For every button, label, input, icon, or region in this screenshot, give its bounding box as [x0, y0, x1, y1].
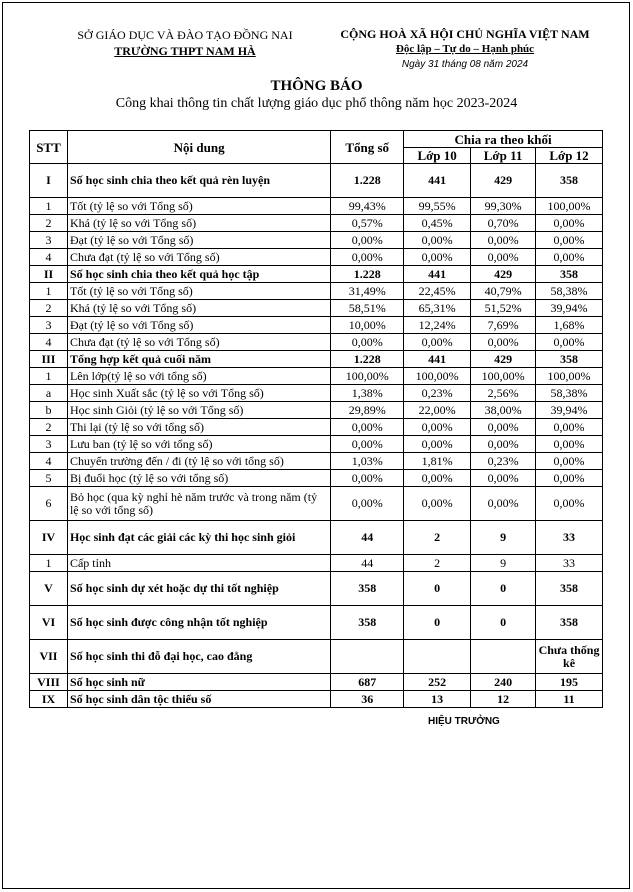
row-grade-11: 38,00%: [471, 402, 536, 419]
row-grade-12: 0,00%: [536, 249, 603, 266]
row-label: Khá (tỷ lệ so với Tổng số): [67, 215, 330, 232]
row-grade-11: 12: [471, 691, 536, 708]
row-number: 3: [30, 436, 68, 453]
row-total: 1.228: [331, 351, 404, 368]
header-group: Chia ra theo khối: [404, 131, 603, 148]
row-total: 687: [331, 674, 404, 691]
row-grade-12: 195: [536, 674, 603, 691]
table-row: [30, 487, 603, 521]
row-grade-12: 39,94%: [536, 402, 603, 419]
row-grade-11: 0,00%: [471, 249, 536, 266]
row-label: Học sinh Giỏi (tỷ lệ so với Tổng số): [67, 402, 330, 419]
row-grade-12: 358: [536, 606, 603, 640]
row-grade-10: 22,00%: [404, 402, 471, 419]
row-grade-12: 100,00%: [536, 198, 603, 215]
table-row: [30, 402, 603, 419]
row-grade-10: 0,00%: [404, 249, 471, 266]
row-grade-11: 9: [471, 555, 536, 572]
row-grade-11: 429: [471, 164, 536, 198]
row-grade-10: 0,00%: [404, 232, 471, 249]
row-label: Học sinh đạt các giải các kỳ thi học sinh giỏi: [67, 521, 330, 555]
header-grade-12: Lớp 12: [536, 148, 603, 164]
row-grade-12: 0,00%: [536, 215, 603, 232]
table-row: [30, 232, 603, 249]
row-grade-10: 0,00%: [404, 436, 471, 453]
row-total: 44: [331, 521, 404, 555]
row-total: 1,38%: [331, 385, 404, 402]
row-label: Lưu ban (tỷ lệ so với tổng số): [67, 436, 330, 453]
table-row: [30, 317, 603, 334]
row-label: Số học sinh chia theo kết quả rèn luyện: [67, 164, 330, 198]
national-header: [330, 27, 600, 72]
row-grade-10: 0,45%: [404, 215, 471, 232]
row-total: 0,00%: [331, 470, 404, 487]
row-grade-12: 0,00%: [536, 436, 603, 453]
row-grade-10: 0,23%: [404, 385, 471, 402]
row-number: 2: [30, 419, 68, 436]
row-grade-10: 12,24%: [404, 317, 471, 334]
row-total: 0,00%: [331, 249, 404, 266]
row-number: V: [30, 572, 68, 606]
row-label: Học sinh Xuất sắc (tỷ lệ so với Tổng số): [67, 385, 330, 402]
row-label: Số học sinh thi đỗ đại học, cao đẳng: [67, 640, 330, 674]
row-label: Số học sinh chia theo kết quả học tập: [67, 266, 330, 283]
row-grade-11: 0,00%: [471, 436, 536, 453]
row-grade-12: 100,00%: [536, 368, 603, 385]
row-total: 58,51%: [331, 300, 404, 317]
national-motto: Độc lập – Tự do – Hạnh phúc: [395, 43, 535, 55]
row-grade-12: 0,00%: [536, 487, 603, 521]
row-number: 3: [30, 317, 68, 334]
table-row: [30, 691, 603, 708]
row-number: 2: [30, 300, 68, 317]
row-label: Số học sinh dân tộc thiểu số: [67, 691, 330, 708]
table-row: [30, 572, 603, 606]
nation-name: CỘNG HOÀ XÃ HỘI CHỦ NGHĨA VIỆT NAM: [340, 27, 590, 41]
row-label: Cấp tỉnh: [67, 555, 330, 572]
row-number: III: [30, 351, 68, 368]
row-grade-12: 1,68%: [536, 317, 603, 334]
row-label: Chưa đạt (tỷ lệ so với Tổng số): [67, 334, 330, 351]
table-row: [30, 385, 603, 402]
row-total: 36: [331, 691, 404, 708]
school-name: TRƯỜNG THPT NAM HÀ: [114, 44, 256, 58]
agency-header: [60, 27, 310, 59]
row-number: 6: [30, 487, 68, 521]
row-grade-10: 0,00%: [404, 487, 471, 521]
row-grade-11: 0,00%: [471, 334, 536, 351]
row-number: 1: [30, 198, 68, 215]
row-number: a: [30, 385, 68, 402]
row-grade-11: 0,00%: [471, 487, 536, 521]
row-label: Đạt (tỷ lệ so với Tổng số): [67, 317, 330, 334]
department-name: SỞ GIÁO DỤC VÀ ĐÀO TẠO ĐỒNG NAI: [77, 28, 293, 42]
table-row: [30, 351, 603, 368]
row-total: 358: [331, 572, 404, 606]
table-row: [30, 368, 603, 385]
row-grade-10: 0: [404, 572, 471, 606]
row-grade-11: 100,00%: [471, 368, 536, 385]
row-grade-11: 0,00%: [471, 232, 536, 249]
table-row: [30, 419, 603, 436]
row-grade-11: 0,70%: [471, 215, 536, 232]
row-total: 1.228: [331, 266, 404, 283]
row-grade-12: 358: [536, 572, 603, 606]
row-grade-11: 0,23%: [471, 453, 536, 470]
row-total: 358: [331, 606, 404, 640]
table-row: [30, 266, 603, 283]
row-number: VIII: [30, 674, 68, 691]
row-total: 0,00%: [331, 487, 404, 521]
table-row: [30, 436, 603, 453]
row-grade-10: 2: [404, 521, 471, 555]
row-grade-11: 99,30%: [471, 198, 536, 215]
row-label: Bỏ học (qua kỳ nghỉ hè năm trước và trong năm (tỷ lệ so với tổng số): [67, 487, 330, 521]
row-number: 1: [30, 368, 68, 385]
row-number: VI: [30, 606, 68, 640]
header-grade-10: Lớp 10: [404, 148, 471, 164]
row-grade-11: 9: [471, 521, 536, 555]
row-grade-11: 51,52%: [471, 300, 536, 317]
row-total: 0,57%: [331, 215, 404, 232]
row-grade-10: 2: [404, 555, 471, 572]
row-grade-11: 0,00%: [471, 470, 536, 487]
row-grade-12: 11: [536, 691, 603, 708]
row-label: Khá (tỷ lệ so với Tổng số): [67, 300, 330, 317]
row-number: 4: [30, 453, 68, 470]
row-label: Số học sinh dự xét hoặc dự thi tốt nghiệp: [67, 572, 330, 606]
row-grade-11: 2,56%: [471, 385, 536, 402]
row-grade-10: 1,81%: [404, 453, 471, 470]
row-grade-12: 0,00%: [536, 334, 603, 351]
row-grade-10: 13: [404, 691, 471, 708]
row-grade-10: 22,45%: [404, 283, 471, 300]
row-number: 4: [30, 334, 68, 351]
document-title: THÔNG BÁO: [270, 78, 363, 94]
row-grade-11: 0,00%: [471, 419, 536, 436]
row-grade-10: 0,00%: [404, 470, 471, 487]
header-total: Tổng số: [331, 131, 404, 164]
table-row: [30, 640, 603, 674]
table-row: [30, 555, 603, 572]
row-grade-12: 39,94%: [536, 300, 603, 317]
row-label: Chưa đạt (tỷ lệ so với Tổng số): [67, 249, 330, 266]
quality-table: [29, 130, 603, 708]
row-grade-11: [471, 640, 536, 674]
table-row: [30, 164, 603, 198]
row-grade-10: 252: [404, 674, 471, 691]
row-grade-10: 441: [404, 266, 471, 283]
row-label: Chuyển trường đến / đi (tỷ lệ so với tổng số): [67, 453, 330, 470]
row-grade-12: 33: [536, 555, 603, 572]
row-grade-11: 0: [471, 606, 536, 640]
row-label: Tốt (tỷ lệ so với Tổng số): [67, 283, 330, 300]
table-row: [30, 606, 603, 640]
row-grade-12: 0,00%: [536, 232, 603, 249]
row-total: 0,00%: [331, 232, 404, 249]
row-total: 0,00%: [331, 334, 404, 351]
row-label: Số học sinh được công nhận tốt nghiệp: [67, 606, 330, 640]
row-grade-10: 100,00%: [404, 368, 471, 385]
table-row: [30, 521, 603, 555]
row-grade-10: 441: [404, 164, 471, 198]
row-grade-11: 240: [471, 674, 536, 691]
row-grade-12: 358: [536, 164, 603, 198]
row-grade-12: Chưa thống kê: [536, 640, 603, 674]
row-label: Tốt (tỷ lệ so với Tổng số): [67, 198, 330, 215]
row-number: I: [30, 164, 68, 198]
row-grade-11: 40,79%: [471, 283, 536, 300]
row-label: Thi lại (tỷ lệ so với tổng số): [67, 419, 330, 436]
row-total: [331, 640, 404, 674]
document-subtitle: Công khai thông tin chất lượng giáo dục phổ thông năm học 2023-2024: [115, 96, 518, 111]
row-total: 1,03%: [331, 453, 404, 470]
table-row: [30, 300, 603, 317]
header-grade-11: Lớp 11: [471, 148, 536, 164]
row-total: 10,00%: [331, 317, 404, 334]
row-label: Số học sinh nữ: [67, 674, 330, 691]
row-total: 31,49%: [331, 283, 404, 300]
row-label: Lên lớp(tỷ lệ so với tổng số): [67, 368, 330, 385]
header-content: Nội dung: [67, 131, 330, 164]
row-number: 1: [30, 555, 68, 572]
row-grade-12: 0,00%: [536, 419, 603, 436]
document-date: Ngày 31 tháng 08 năm 2024: [401, 59, 529, 70]
row-grade-12: 58,38%: [536, 385, 603, 402]
row-total: 1.228: [331, 164, 404, 198]
row-grade-12: 0,00%: [536, 470, 603, 487]
row-number: 5: [30, 470, 68, 487]
table-row: [30, 198, 603, 215]
row-grade-11: 7,69%: [471, 317, 536, 334]
row-total: 29,89%: [331, 402, 404, 419]
table-row: [30, 470, 603, 487]
row-grade-12: 358: [536, 266, 603, 283]
row-label: Tổng hợp kết quả cuối năm: [67, 351, 330, 368]
row-grade-11: 429: [471, 266, 536, 283]
row-grade-10: 441: [404, 351, 471, 368]
row-number: 2: [30, 215, 68, 232]
row-grade-10: 0,00%: [404, 419, 471, 436]
row-label: Đạt (tỷ lệ so với Tổng số): [67, 232, 330, 249]
row-number: b: [30, 402, 68, 419]
row-total: 44: [331, 555, 404, 572]
row-number: II: [30, 266, 68, 283]
row-grade-10: 0: [404, 606, 471, 640]
table-row: [30, 334, 603, 351]
signature-title: HIỆU TRƯỞNG: [428, 716, 500, 727]
row-total: 100,00%: [331, 368, 404, 385]
row-grade-11: 429: [471, 351, 536, 368]
row-grade-12: 0,00%: [536, 453, 603, 470]
row-number: IX: [30, 691, 68, 708]
table-row: [30, 249, 603, 266]
row-grade-12: 358: [536, 351, 603, 368]
row-label: Bị đuổi học (tỷ lệ so với tổng số): [67, 470, 330, 487]
row-number: 4: [30, 249, 68, 266]
row-number: 1: [30, 283, 68, 300]
table-row: [30, 453, 603, 470]
row-grade-10: 65,31%: [404, 300, 471, 317]
row-grade-10: 99,55%: [404, 198, 471, 215]
row-number: 3: [30, 232, 68, 249]
row-number: IV: [30, 521, 68, 555]
row-total: 99,43%: [331, 198, 404, 215]
row-grade-11: 0: [471, 572, 536, 606]
table-row: [30, 674, 603, 691]
row-total: 0,00%: [331, 419, 404, 436]
table-row: [30, 215, 603, 232]
row-grade-10: [404, 640, 471, 674]
row-grade-12: 58,38%: [536, 283, 603, 300]
header-stt: STT: [30, 131, 68, 164]
row-total: 0,00%: [331, 436, 404, 453]
row-grade-12: 33: [536, 521, 603, 555]
row-grade-10: 0,00%: [404, 334, 471, 351]
table-row: [30, 283, 603, 300]
row-number: VII: [30, 640, 68, 674]
